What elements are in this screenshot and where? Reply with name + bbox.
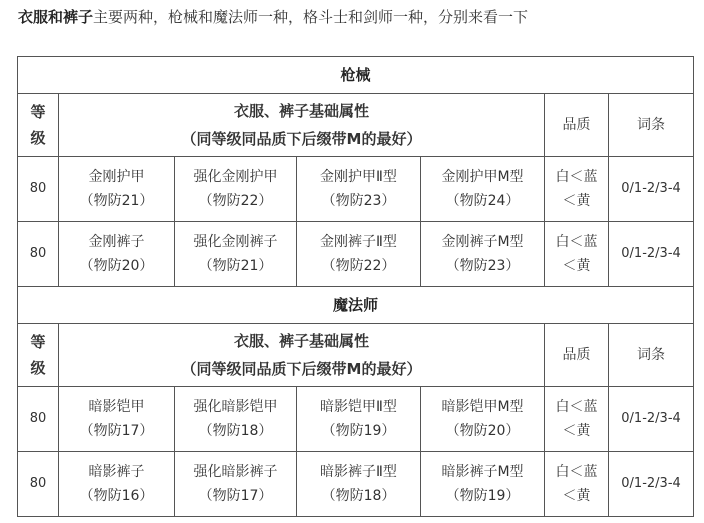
- section-title: 枪械: [18, 57, 694, 94]
- item-cell: 金刚裤子 （物防20）: [59, 222, 175, 287]
- level-header: 等 级: [18, 94, 59, 157]
- level-cell: 80: [18, 157, 59, 222]
- level-cell: 80: [18, 452, 59, 517]
- header-row: [18, 94, 694, 157]
- quality-cell: 白＜蓝 ＜黄: [545, 387, 609, 452]
- affix-cell: 0/1-2/3-4: [609, 387, 694, 452]
- affix-header: 词条: [609, 324, 694, 387]
- level-cell: 80: [18, 222, 59, 287]
- attribute-header: 衣服、裤子基础属性 （同等级同品质下后缀带M的最好）: [59, 94, 545, 157]
- intro-text: 主要两种，枪械和魔法师一种，格斗士和剑师一种，分别来看一下: [93, 8, 529, 26]
- section-title-row: [18, 287, 694, 324]
- affix-header: 词条: [609, 94, 694, 157]
- table-row: [18, 452, 694, 517]
- item-cell: 暗影铠甲 （物防17）: [59, 387, 175, 452]
- quality-cell: 白＜蓝 ＜黄: [545, 222, 609, 287]
- item-cell: 强化金刚护甲 （物防22）: [175, 157, 297, 222]
- quality-header: 品质: [545, 94, 609, 157]
- armor-table-container: [17, 56, 693, 517]
- item-cell: 暗影铠甲Ⅱ型 （物防19）: [297, 387, 421, 452]
- affix-cell: 0/1-2/3-4: [609, 157, 694, 222]
- affix-cell: 0/1-2/3-4: [609, 222, 694, 287]
- armor-table: [17, 56, 694, 517]
- table-row: [18, 387, 694, 452]
- item-cell: 金刚裤子Ⅱ型 （物防22）: [297, 222, 421, 287]
- item-cell: 暗影裤子 （物防16）: [59, 452, 175, 517]
- affix-cell: 0/1-2/3-4: [609, 452, 694, 517]
- item-cell: 金刚护甲M型 （物防24）: [421, 157, 545, 222]
- attribute-header: 衣服、裤子基础属性 （同等级同品质下后缀带M的最好）: [59, 324, 545, 387]
- item-cell: 金刚裤子M型 （物防23）: [421, 222, 545, 287]
- item-cell: 暗影裤子M型 （物防19）: [421, 452, 545, 517]
- quality-cell: 白＜蓝 ＜黄: [545, 157, 609, 222]
- quality-header: 品质: [545, 324, 609, 387]
- table-row: [18, 222, 694, 287]
- level-cell: 80: [18, 387, 59, 452]
- item-cell: 暗影裤子Ⅱ型 （物防18）: [297, 452, 421, 517]
- intro-paragraph: [18, 6, 528, 28]
- intro-bold: 衣服和裤子: [18, 8, 94, 26]
- item-cell: 暗影铠甲M型 （物防20）: [421, 387, 545, 452]
- header-row: [18, 324, 694, 387]
- item-cell: 强化金刚裤子 （物防21）: [175, 222, 297, 287]
- item-cell: 金刚护甲 （物防21）: [59, 157, 175, 222]
- quality-cell: 白＜蓝 ＜黄: [545, 452, 609, 517]
- item-cell: 强化暗影铠甲 （物防18）: [175, 387, 297, 452]
- item-cell: 金刚护甲Ⅱ型 （物防23）: [297, 157, 421, 222]
- table-row: [18, 157, 694, 222]
- section-title: 魔法师: [18, 287, 694, 324]
- section-title-row: [18, 57, 694, 94]
- level-header: 等 级: [18, 324, 59, 387]
- item-cell: 强化暗影裤子 （物防17）: [175, 452, 297, 517]
